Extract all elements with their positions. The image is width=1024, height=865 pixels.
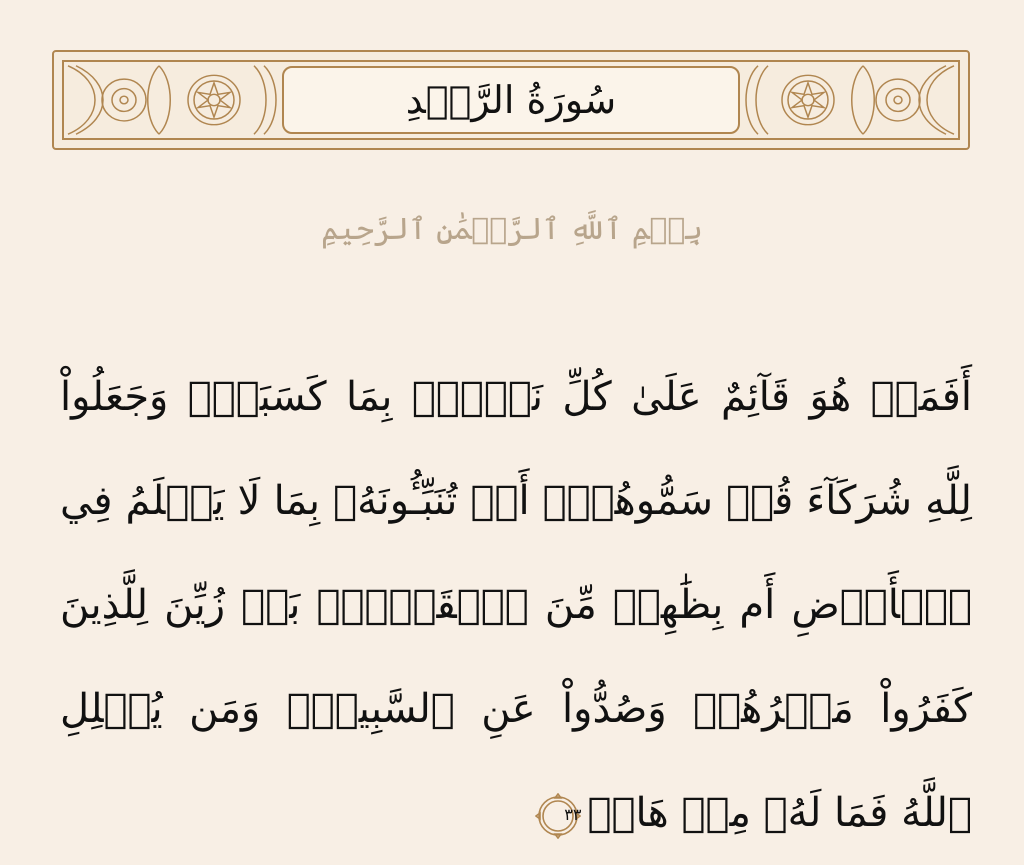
verse-text-block: [60, 345, 972, 865]
ayah-number: ٣٣: [564, 805, 582, 824]
surah-title-cartouche: [282, 66, 740, 134]
basmala: بِسۡمِ ٱللَّهِ ٱلرَّحۡمَٰنِ ٱلرَّحِيمِ: [321, 212, 703, 247]
banner-frame: [62, 60, 960, 140]
verse-text: أَفَمَنۡ هُوَ قَآئِمٌ عَلَىٰ كُلِّ نَفۡسِۭ بِمَا كَسَبَتۡۗ وَجَعَلُواْ لِلَّهِ شُرَكَآءَ قُلۡ سَمُّوهُمۡۚ أَمۡ تُنَبِّـُٔونَهُۥ بِمَا لَا يَعۡلَمُ فِي ٱلۡأَرۡضِ أَم بِظَٰهِرٖ مِّنَ ٱلۡقَوۡلِۗ بَلۡ زُيِّنَ لِلَّذِينَ كَفَرُواْ مَكۡرُهُمۡ وَصُدُّواْ عَنِ ٱلسَّبِيلِۗ وَمَن يُضۡلِلِ ٱللَّهُ فَمَا لَهُۥ مِنۡ هَادٖ: [60, 374, 972, 836]
ornament-right-icon: [728, 62, 958, 138]
ornament-left-icon: [64, 62, 294, 138]
ayah-number-marker: [535, 793, 581, 839]
surah-header-banner: [52, 50, 970, 150]
surah-title: سُورَةُ الرَّعۡدِ: [405, 78, 617, 122]
